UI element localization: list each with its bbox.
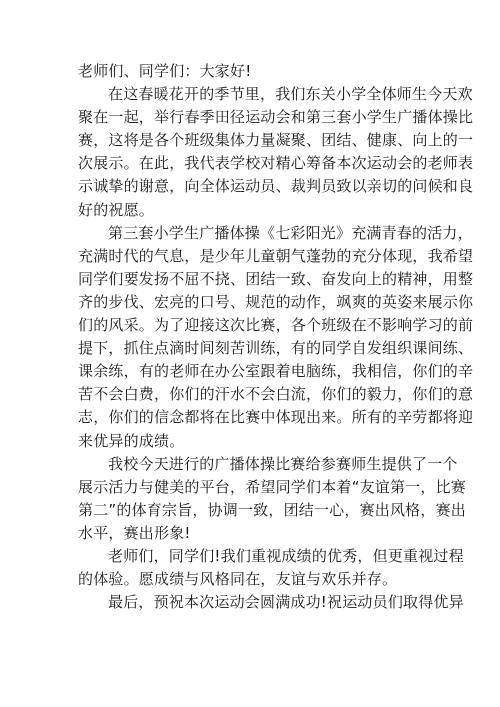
body-paragraph [78,222,474,453]
greeting-paragraph [78,60,424,83]
body-paragraph [78,545,464,591]
text-line: 好的祝愿。 [78,200,155,219]
text-line: 展示活力与健美的平台，希望同学们本着“友谊第一，比赛 [78,477,466,496]
text-line: 来优异的成绩。 [78,431,185,450]
text-line: 的体验。愿成绩与风格同在，友谊与欢乐并存。 [78,570,398,589]
text-line: 们的风采。为了迎接这次比赛，各个班级在不影响学习的前 [78,316,474,335]
text-line: 第二”的体育宗旨，协调一致，团结一心，赛出风格，赛出 [78,500,466,519]
body-paragraph [78,83,474,222]
text-line: 充满时代的气息，是少年儿童朝气蓬勃的充分体现，我希望 [78,246,474,265]
body-paragraph [78,591,464,614]
text-line: 次展示。在此，我代表学校对精心筹备本次运动会的老师表 [78,154,474,173]
text-line: 在这春暖花开的季节里，我们东关小学全体师生今天欢 [108,85,473,104]
text-line: 示诚挚的谢意，向全体运动员、裁判员致以亲切的问候和良 [78,177,474,196]
text-line: 齐的步伐、宏亮的口号、规范的动作，飒爽的英姿来展示你 [78,292,474,311]
text-line: 我校今天进行的广播体操比赛给参赛师生提供了一个 [108,454,458,473]
body-paragraph [78,453,466,545]
text-line: 老师们，同学们!我们重视成绩的优秀，但更重视过程 [108,546,464,565]
text-line: 第三套小学生广播体操《七彩阳光》充满青春的活力， [108,223,473,242]
text-line: 提下，抓住点滴时间刻苦训练，有的同学自发组织课间练、 [78,339,474,358]
text-line: 赛，这将是各个班级集体力量凝聚、团结、健康、向上的一 [78,131,474,150]
text-line: 水平，赛出形象! [78,523,191,542]
document-page [78,60,474,614]
text-line: 课余练，有的老师在办公室跟着电脑练，我相信，你们的辛 [78,362,474,381]
text-line: 最后，预祝本次运动会圆满成功!祝运动员们取得优异 [108,593,464,612]
text-line: 苦不会白费，你们的汗水不会白流，你们的毅力，你们的意 [78,385,474,404]
text-line: 志，你们的信念都将在比赛中体现出来。所有的辛劳都将迎 [78,408,474,427]
text-line: 老师们、同学们：大家好! [78,62,252,80]
text-line: 聚在一起，举行春季田径运动会和第三套小学生广播体操比 [78,108,474,127]
text-line: 同学们要发扬不屈不挠、团结一致、奋发向上的精神，用整 [78,269,474,288]
